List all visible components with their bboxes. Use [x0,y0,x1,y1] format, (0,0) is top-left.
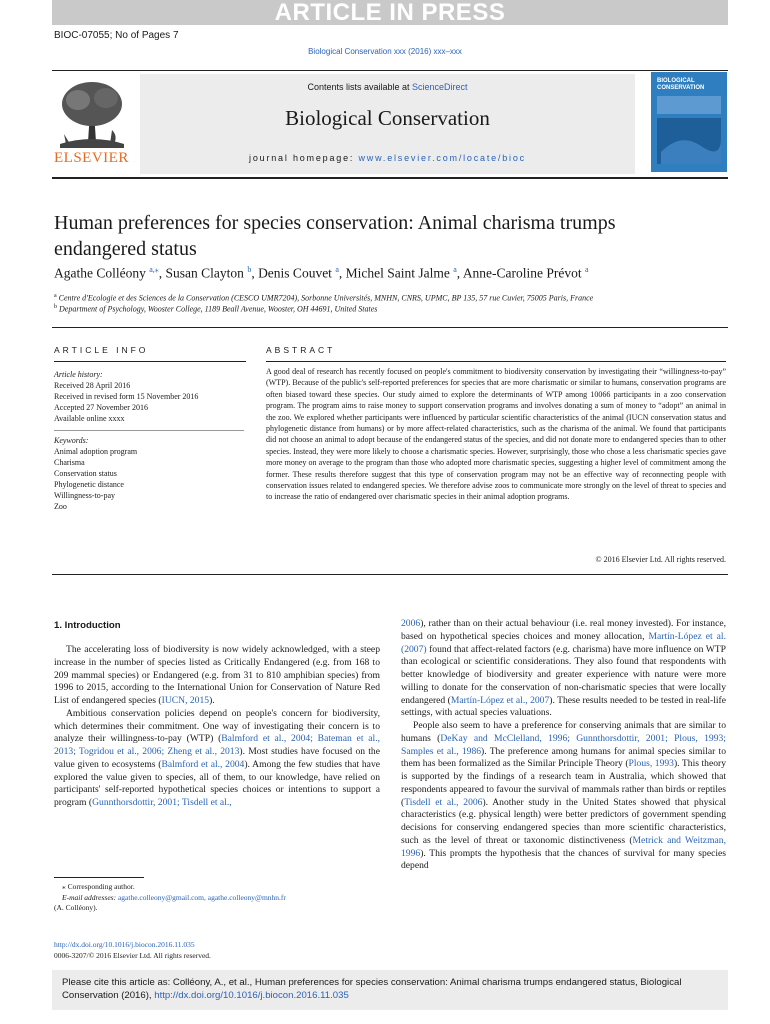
citation-doi-link[interactable]: http://dx.doi.org/10.1016/j.biocon.2016.11.035 [154,990,349,1001]
citation-link[interactable]: Metrick and Weitzman, 1996 [401,834,726,859]
footnote [54,882,384,914]
citation-link[interactable]: Plous, 1993 [628,758,674,770]
affiliation [54,293,734,303]
citation-link[interactable]: Martín-López et al. (2007) [401,630,726,655]
author-name[interactable]: Anne-Caroline Prévot [462,265,582,281]
citation-link[interactable]: Gunnthorsdottir, 2001; Tisdell et al., [92,797,232,808]
email-links[interactable]: agathe.colleony@gmail.com, agathe.colleony@mnhn.fr [117,892,286,902]
doi-block [54,939,384,961]
cover-artwork [651,72,727,172]
body-text: People also seem to have a preference for conserving animals that are similar to humans ( [401,720,726,744]
manuscript-id: BIOC-07055; No of Pages 7 [54,30,179,41]
author-affiliation-mark[interactable]: a [335,265,339,274]
citation-link[interactable]: Tisdell et al., 2006 [404,796,483,808]
issn-line: 0006-3207/© 2016 Elsevier Ltd. All rights reserved. [54,951,211,960]
affiliation [54,304,734,314]
citation-link[interactable]: 2006 [401,618,421,629]
article-in-press-banner: ARTICLE IN PRESS [52,0,728,25]
citation-box [52,970,728,1010]
info-divider [54,430,244,431]
affiliation-mark: b [54,304,57,310]
journal-title: Biological Conservation [285,106,490,130]
keyword: Charisma [54,458,85,467]
abstract-text: A good deal of research has recently focused on people's commitment to biodiversity conservation by investigating their “willingness-to-pay” (WTP). Because of the public's self-reported preferences for species that are more charismatic or similar to humans, conservation programs are often biased toward these species. Our study aimed to explore the determinants of WTP among 10066 participants in a zoo conservation program. The program aims to raise money to support conservation programs and involves donating a sum of money to “adopt” an animal in the zoo. We explored whether participants were influenced by particular scientific characteristics of the animal (IUCN conservation status and phylogenetic distance from humans) or by more affect-related characteristics, such as the charisma of the animal. We found that participants did not choose an animal to adopt because of the endangered status of the species, and did not donate more to endangered species than to other species. Instead, they were more likely to choose a charismatic species. However, surprisingly, those who chose a less charismatic species gave more money on average to the program than those who adopted more charismatic species, suggesting a higher level of commitment among the former. These results therefore suggest that this type of conservation program may not be an effective way of reconnecting people with conservation issues related to endangered species. We therefore advise zoos to communicate more strongly on the level of threat to species and to increase the ratio of endangered over charismatic species in their animal adoption programs. [266,367,726,502]
affiliation-text: Department of Psychology, Wooster College, 1189 Beall Avenue, Wooster, OH 44691, United States [59,304,378,314]
keyword: Animal adoption program [54,447,138,456]
affiliation-mark: a [54,293,57,299]
body-text: ). Another study in the United States showed that physical characteristics (e.g. physical length) were better predictors of government spending decisions for conserving endangered species than more scientific characteristics, such as the level of threat or taxonomic distinctiveness ( [401,796,726,846]
body-text: ). Among the few studies that have explored the value given to species, all of them, to our knowledge, have relied on participants' self-reported hypothetical species choices or intentions to support a program ( [54,758,380,808]
title-line-2: endangered status [54,238,197,260]
corresponding-author-note: ⁎ Corresponding author. [62,882,135,891]
abstract-bottom-rule [52,574,728,575]
homepage-link[interactable]: www.elsevier.com/locate/bioc [358,153,526,163]
author-name[interactable]: Agathe Colléony [54,265,146,281]
body-paragraph [401,618,726,720]
contents-prefix: Contents lists available at [307,82,413,92]
body-text: ). The preference among humans for animal species similar to them has been formalized as the Similar Principle Theory ( [401,745,726,770]
author-name[interactable]: Michel Saint Jalme [345,265,450,281]
affiliation-rule [52,327,728,328]
body-column-left [54,644,380,810]
keyword: Willingness-to-pay [54,491,115,500]
keywords-label: Keywords: [54,436,89,445]
article-info [54,369,244,512]
abstract-heading: ABSTRACT [266,345,336,355]
author-name[interactable]: Susan Clayton [165,265,244,281]
body-text: ). This prompts the hypothesis that the chances of survival for many species depend [401,847,726,872]
body-text: The accelerating loss of biodiversity is now widely acknowledged, with a steep increase in the number of species listed as Critically Endangered (e.g. from 168 to 209 mammal species) or Endangered (e.g. from 31 to 810 amphibian species) from 1996 to 2015, according to the International Union for Conservation of Nature Red List of endangered species ( [54,644,380,706]
history-item: Received in revised form 15 November 2016 [54,392,199,401]
masthead-bottom-rule [52,177,728,179]
homepage-label: journal homepage: [249,153,359,163]
citation-text: Please cite this article as: Colléony, A., et al., Human preferences for species conservation: Animal charisma trumps endangered status, Biological Conservation (2016), [62,977,682,1001]
author-affiliation-mark[interactable]: a [453,265,457,274]
citation-link[interactable]: Martín-López et al., 2007 [450,694,550,706]
author-name[interactable]: Denis Couvet [258,265,332,281]
footnote-rule [54,877,144,878]
body-paragraph [54,708,380,810]
abstract-copyright: © 2016 Elsevier Ltd. All rights reserved. [595,555,726,564]
citation-link[interactable]: Balmford et al., 2004; Bateman et al., 2013; Togridou et al., 2006; Zheng et al., 2013 [54,733,380,757]
history-item: Received 28 April 2016 [54,381,131,390]
introduction-heading: 1. Introduction [54,620,121,631]
body-text: Ambitious conservation policies depend on people's concern for biodiversity, which determines their commitment. One way of investigating their concern is to analyze their willingness-to-pay (WTP) ( [54,707,380,745]
paper-title [54,210,674,262]
citation-link[interactable]: DeKay and McClelland, 1996; Gunnthorsdottir, 2001; Plous, 1993; Samples et al., 1986 [401,732,726,757]
author-affiliation-mark[interactable]: a,⁎ [149,265,159,274]
sciencedirect-link[interactable]: ScienceDirect [412,82,468,92]
affiliation-text: Centre d'Ecologie et des Sciences de la Conservation (CESCO UMR7204), Sorbonne Universités, MNHN, CNRS, UPMC, BP 135, 57 rue Cuvier, 75005 Paris, France [58,293,594,303]
doi-link[interactable]: http://dx.doi.org/10.1016/j.biocon.2016.11.035 [54,940,195,949]
history-item: Available online xxxx [54,414,125,423]
body-text: ). This theory is supported by the findings of a research team in Australia, which showed that respondents appeared to favour the survival of mammals rather than birds or reptiles ( [401,758,726,808]
author-affiliation-mark[interactable]: a [585,265,589,274]
title-line-1: Human preferences for species conservation: Animal charisma trumps [54,212,616,234]
author-affiliation-mark[interactable]: b [247,265,252,274]
keyword: Zoo [54,502,67,511]
cover-title: BIOLOGICAL CONSERVATION [657,78,705,91]
author-list: Agathe Colléony $^{a,⁎}$, Susan Clayton $^b$, Denis Couvet $^a$, Michel Saint Jalme $^a$, Anne-Caroline Prévot $^a$ [54,265,589,281]
body-text: ), rather than on their actual behaviour (i.e. real money invested). For instance, based on hypothetical species choices and money allocation, [401,618,726,642]
article-info-heading: ARTICLE INFO [54,345,149,355]
journal-reference[interactable]: Biological Conservation xxx (2016) xxx–xxx [308,47,462,56]
elsevier-wordmark: ELSEVIER [54,150,129,166]
footnote-person: (A. Colléony). [54,903,98,912]
journal-cover-thumbnail[interactable] [651,72,727,172]
email-label: E-mail addresses: [62,892,118,902]
history-label: Article history: [54,370,103,379]
keyword: Conservation status [54,469,117,478]
masthead-top-rule [52,70,728,71]
body-paragraph [54,644,380,708]
body-text: ). [209,695,215,706]
journal-homepage [140,153,635,163]
abstract-rule [266,361,726,362]
citation-link[interactable]: IUCN, 2015 [161,695,210,706]
body-text: ). Most studies have focused on the value given to ecosystems ( [54,746,380,770]
contents-line [140,82,635,92]
body-paragraph [401,720,726,873]
history-item: Accepted 27 November 2016 [54,403,148,412]
body-column-right [401,618,726,873]
citation-link[interactable]: Balmford et al., 2004 [161,758,245,770]
article-info-rule [54,361,246,362]
body-text: found that affect-related factors (e.g. charisma) have more influence on WTP than ecological or scientific considerations. They also found that respondents with better knowledge of biodiversity and greater experience with nature were more willing to donate for the conservation of non-charismatic species that were locally endangered ( [401,643,726,706]
body-text: ). These results needed to be tested in real-life settings, with actual species valuations. [401,694,726,719]
keyword: Phylogenetic distance [54,480,124,489]
